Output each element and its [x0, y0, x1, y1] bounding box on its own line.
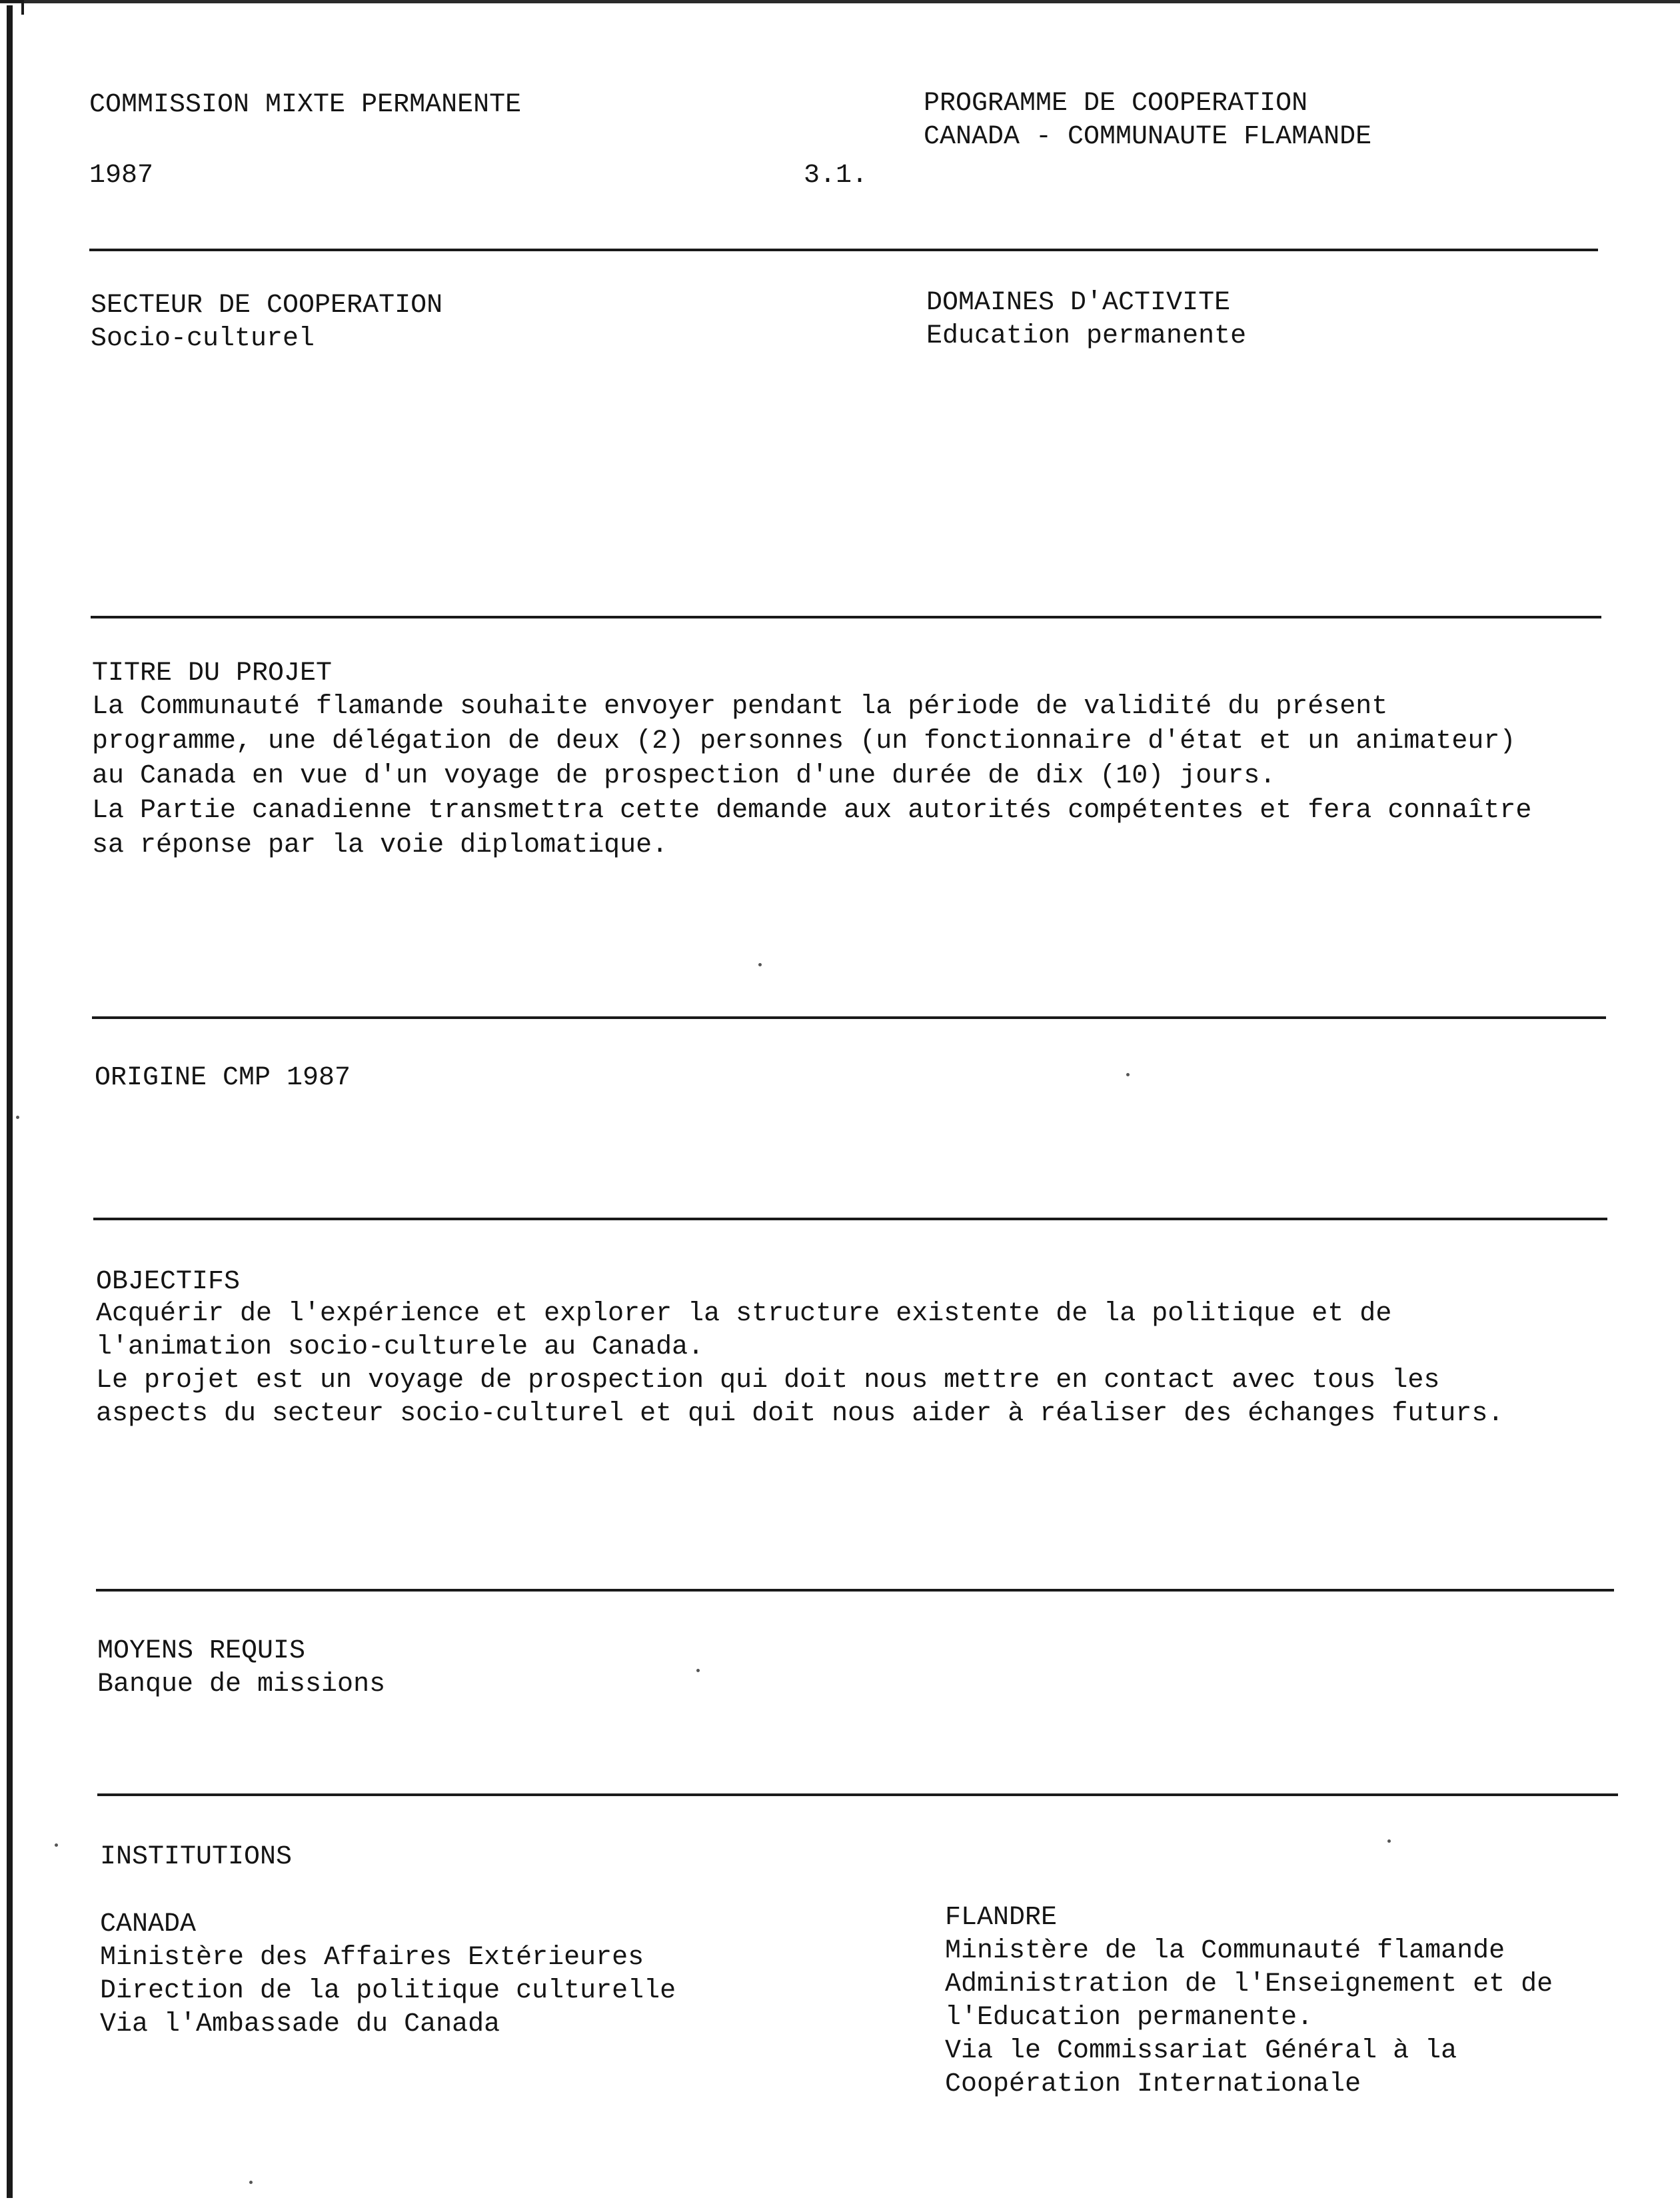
- objective-line: Acquérir de l'expérience et explorer la structure existente de la politique et de: [96, 1299, 1392, 1329]
- section-divider: [92, 1016, 1606, 1019]
- scan-speck: [1387, 1839, 1391, 1843]
- document-year: 1987: [89, 161, 154, 191]
- project-title-line: sa réponse par la voie diplomatique.: [92, 830, 668, 860]
- flandre-institution-line: Via le Commissariat Général à la: [945, 2036, 1457, 2066]
- canada-institution-line: Direction de la politique culturelle: [100, 1976, 676, 2006]
- project-title-label: TITRE DU PROJET: [92, 658, 333, 688]
- document-reference: 3.1.: [804, 161, 868, 191]
- project-title-line: programme, une délégation de deux (2) personnes (un fonctionnaire d'état et un animateur): [92, 726, 1516, 756]
- scan-speck: [16, 1116, 19, 1119]
- flandre-institution-line: Ministère de la Communauté flamande: [945, 1936, 1505, 1966]
- section-divider: [96, 1589, 1614, 1592]
- objective-line: Le projet est un voyage de prospection qui doit nous mettre en contact avec tous les: [96, 1366, 1440, 1396]
- commission-title: COMMISSION MIXTE PERMANENTE: [89, 90, 522, 120]
- means-label: MOYENS REQUIS: [97, 1636, 306, 1666]
- objective-line: aspects du secteur socio-culturel et qui doit nous aider à réaliser des échanges futurs.: [96, 1399, 1504, 1429]
- program-title-line2: CANADA - COMMUNAUTE FLAMANDE: [924, 122, 1372, 152]
- sector-label: SECTEUR DE COOPERATION: [91, 291, 443, 321]
- institutions-label: INSTITUTIONS: [100, 1842, 293, 1872]
- scan-speck: [1126, 1073, 1130, 1076]
- flandre-heading: FLANDRE: [945, 1903, 1058, 1933]
- corner-mark: [0, 0, 24, 15]
- objective-line: l'animation socio-culturele au Canada.: [96, 1332, 704, 1362]
- scan-speck: [55, 1843, 58, 1847]
- scan-speck: [758, 963, 762, 966]
- section-divider: [93, 1218, 1607, 1220]
- page-left-edge: [7, 5, 13, 2198]
- sector-value: Socio-culturel: [91, 324, 315, 354]
- domains-value: Education permanente: [926, 321, 1247, 351]
- origin-label: ORIGINE CMP 1987: [95, 1063, 351, 1093]
- flandre-institution-line: Administration de l'Enseignement et de: [945, 1969, 1553, 1999]
- program-title-line1: PROGRAMME DE COOPERATION: [924, 89, 1308, 119]
- flandre-institution-line: Coopération Internationale: [945, 2069, 1361, 2099]
- canada-heading: CANADA: [100, 1909, 197, 1939]
- canada-institution-line: Via l'Ambassade du Canada: [100, 2009, 500, 2039]
- project-title-line: La Communauté flamande souhaite envoyer pendant la période de validité du présent: [92, 692, 1388, 722]
- section-divider: [97, 1793, 1618, 1796]
- domains-label: DOMAINES D'ACTIVITE: [926, 288, 1231, 318]
- objective-label: OBJECTIFS: [96, 1267, 241, 1297]
- scan-speck: [249, 2181, 253, 2184]
- project-title-line: au Canada en vue d'un voyage de prospection d'une durée de dix (10) jours.: [92, 761, 1276, 791]
- section-divider: [89, 249, 1598, 251]
- means-value: Banque de missions: [97, 1669, 386, 1699]
- canada-institution-line: Ministère des Affaires Extérieures: [100, 1943, 644, 1973]
- section-divider: [91, 616, 1601, 618]
- flandre-institution-line: l'Education permanente.: [945, 2003, 1313, 2033]
- scan-speck: [696, 1669, 700, 1672]
- page-top-edge: [0, 0, 1680, 3]
- project-title-line: La Partie canadienne transmettra cette demande aux autorités compétentes et fera connaître: [92, 796, 1532, 826]
